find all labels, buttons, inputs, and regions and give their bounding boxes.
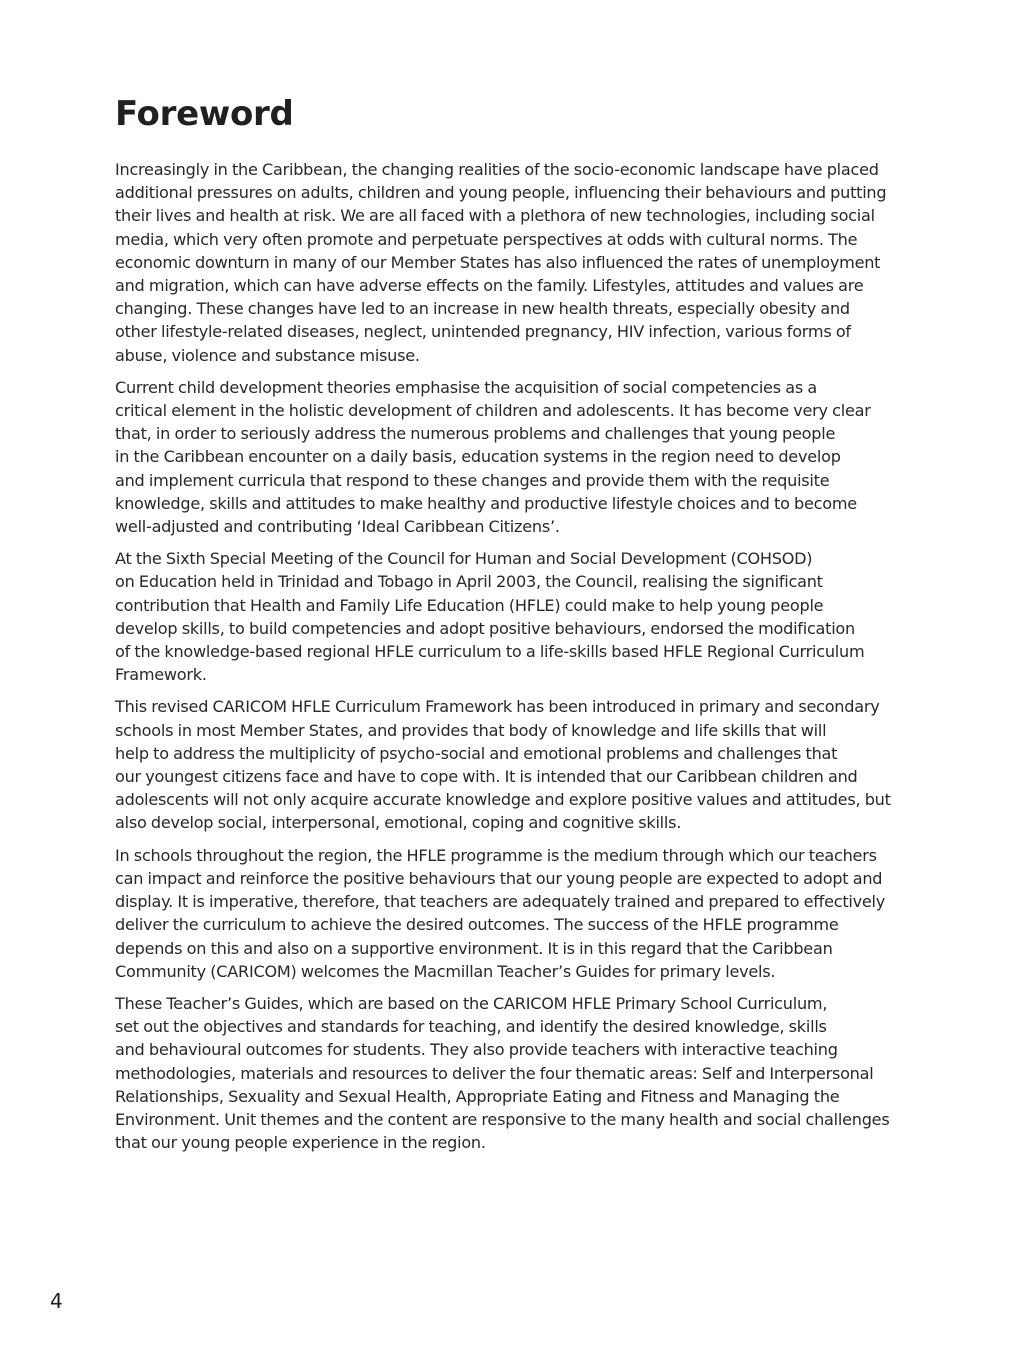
text-line: and implement curricula that respond to these changes and provide them with the requisite (115, 470, 830, 490)
text-line: develop skills, to build competencies and adopt positive behaviours, endorsed the modification (115, 618, 855, 638)
text-line: well-adjusted and contributing ‘Ideal Caribbean Citizens’. (115, 517, 560, 537)
text-line: additional pressures on adults, children and young people, influencing their behaviours and putting (115, 183, 887, 203)
paragraph-6 (115, 992, 935, 1154)
text-line: our youngest citizens face and have to cope with. It is intended that our Caribbean children and (115, 767, 858, 787)
text-line: At the Sixth Special Meeting of the Council for Human and Social Development (COHSOD) (115, 549, 813, 569)
text-line: Environment. Unit themes and the content are responsive to the many health and social challenges (115, 1109, 890, 1129)
text-line: In schools throughout the region, the HFLE programme is the medium through which our teachers (115, 845, 877, 865)
text-line: that, in order to seriously address the numerous problems and challenges that young people (115, 424, 836, 444)
text-line: contribution that Health and Family Life Education (HFLE) could make to help young people (115, 595, 824, 615)
page-number: 4 (50, 1289, 63, 1313)
text-line: deliver the curriculum to achieve the desired outcomes. The success of the HFLE programme (115, 915, 839, 935)
text-line: Increasingly in the Caribbean, the changing realities of the socio-economic landscape have placed (115, 160, 879, 179)
text-line: changing. These changes have led to an increase in new health threats, especially obesity and (115, 299, 850, 319)
text-line: also develop social, interpersonal, emotional, coping and cognitive skills. (115, 813, 682, 833)
text-line: Current child development theories emphasise the acquisition of social competencies as a (115, 377, 817, 397)
text-line: media, which very often promote and perpetuate perspectives at odds with cultural norms. The (115, 229, 858, 249)
text-line: adolescents will not only acquire accurate knowledge and explore positive values and attitudes, but (115, 790, 891, 810)
paragraph-3 (115, 547, 935, 686)
text-line: knowledge, skills and attitudes to make healthy and productive lifestyle choices and to become (115, 493, 857, 513)
text-line: economic downturn in many of our Member States has also influenced the rates of unemployment (115, 252, 881, 272)
text-line: schools in most Member States, and provides that body of knowledge and life skills that will (115, 720, 827, 740)
text-line: on Education held in Trinidad and Tobago in April 2003, the Council, realising the significant (115, 572, 823, 592)
text-line: in the Caribbean encounter on a daily basis, education systems in the region need to develop (115, 447, 841, 467)
text-line: abuse, violence and substance misuse. (115, 345, 420, 365)
text-line: their lives and health at risk. We are all faced with a plethora of new technologies, including social (115, 206, 875, 226)
text-line: Framework. (115, 665, 207, 685)
paragraph-4 (115, 695, 935, 834)
text-line: of the knowledge-based regional HFLE curriculum to a life-skills based HFLE Regional Curriculum (115, 642, 865, 662)
text-line: and migration, which can have adverse effects on the family. Lifestyles, attitudes and values are (115, 276, 864, 296)
text-line: methodologies, materials and resources to deliver the four thematic areas: Self and Interpersonal (115, 1063, 874, 1083)
page-title: Foreword (115, 94, 294, 134)
text-line: and behavioural outcomes for students. They also provide teachers with interactive teaching (115, 1040, 838, 1060)
text-line: critical element in the holistic development of children and adolescents. It has become very clear (115, 401, 871, 421)
paragraph-1 (115, 158, 935, 367)
text-line: Community (CARICOM) welcomes the Macmillan Teacher’s Guides for primary levels. (115, 961, 776, 981)
text-line: depends on this and also on a supportive environment. It is in this regard that the Caribbean (115, 938, 833, 958)
paragraph-2 (115, 376, 935, 538)
text-line: help to address the multiplicity of psycho-social and emotional problems and challenges that (115, 743, 838, 763)
foreword-body (115, 158, 935, 1163)
text-line: display. It is imperative, therefore, that teachers are adequately trained and prepared to effectively (115, 892, 886, 912)
text-line: Relationships, Sexuality and Sexual Health, Appropriate Eating and Fitness and Managing the (115, 1086, 840, 1106)
text-line: These Teacher’s Guides, which are based on the CARICOM HFLE Primary School Curriculum, (115, 993, 828, 1013)
text-line: that our young people experience in the region. (115, 1133, 486, 1153)
text-line: set out the objectives and standards for teaching, and identify the desired knowledge, skills (115, 1017, 827, 1037)
text-line: can impact and reinforce the positive behaviours that our young people are expected to adopt and (115, 868, 883, 888)
text-line: other lifestyle-related diseases, neglect, unintended pregnancy, HIV infection, various forms of (115, 322, 851, 342)
text-line: This revised CARICOM HFLE Curriculum Framework has been introduced in primary and secondary (115, 697, 880, 717)
paragraph-5 (115, 844, 935, 983)
